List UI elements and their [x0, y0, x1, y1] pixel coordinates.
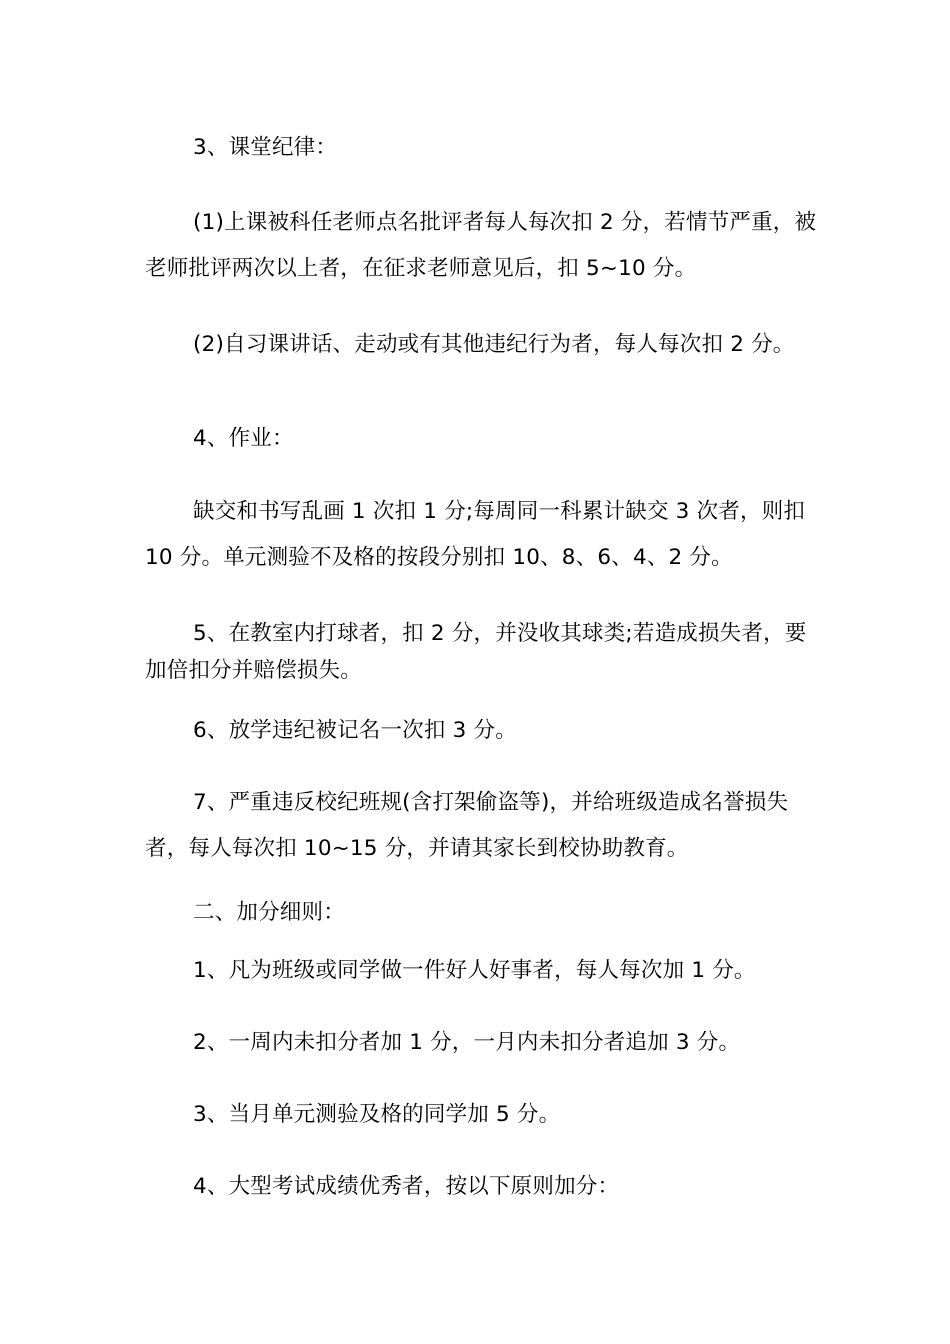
paragraph-bonus-good-deed: 1、凡为班级或同学做一件好人好事者，每人每次加 1 分。 — [193, 958, 756, 983]
paragraph-rule-self-study: (2)自习课讲话、走动或有其他违纪行为者，每人每次扣 2 分。 — [193, 332, 795, 357]
paragraph-bonus-major-exam: 4、大型考试成绩优秀者，按以下原则加分： — [193, 1174, 620, 1199]
paragraph-rule-named-criticism: (1)上课被科任老师点名批评者每人每次扣 2 分，若情节严重，被老师批评两次以上者，在征求老师意见后，扣 5~10 分。 — [145, 210, 817, 281]
paragraph-rule-ball-games: 5、在教室内打球者，扣 2 分，并没收其球类;若造成损失者，要加倍扣分并赔偿损失。 — [145, 621, 807, 683]
paragraph-classroom-discipline-heading: 3、课堂纪律： — [193, 135, 338, 160]
paragraph-homework-heading: 4、作业： — [193, 426, 294, 451]
paragraph-bonus-unit-test: 3、当月单元测验及格的同学加 5 分。 — [193, 1102, 561, 1127]
paragraph-rule-serious-violation: 7、严重违反校纪班规(含打架偷盗等)，并给班级造成名誉损失者，每人每次扣 10~15 分，并请其家长到校协助教育。 — [145, 790, 789, 861]
paragraph-rule-after-school: 6、放学违纪被记名一次扣 3 分。 — [193, 718, 517, 743]
paragraph-bonus-heading: 二、加分细则： — [193, 900, 345, 925]
paragraph-bonus-no-deduction: 2、一周内未扣分者加 1 分，一月内未扣分者追加 3 分。 — [193, 1030, 741, 1055]
paragraph-rule-homework: 缺交和书写乱画 1 次扣 1 分;每周同一科累计缺交 3 次者，则扣 10 分。单元测验不及格的按段分别扣 10、8、6、4、2 分。 — [145, 499, 806, 570]
